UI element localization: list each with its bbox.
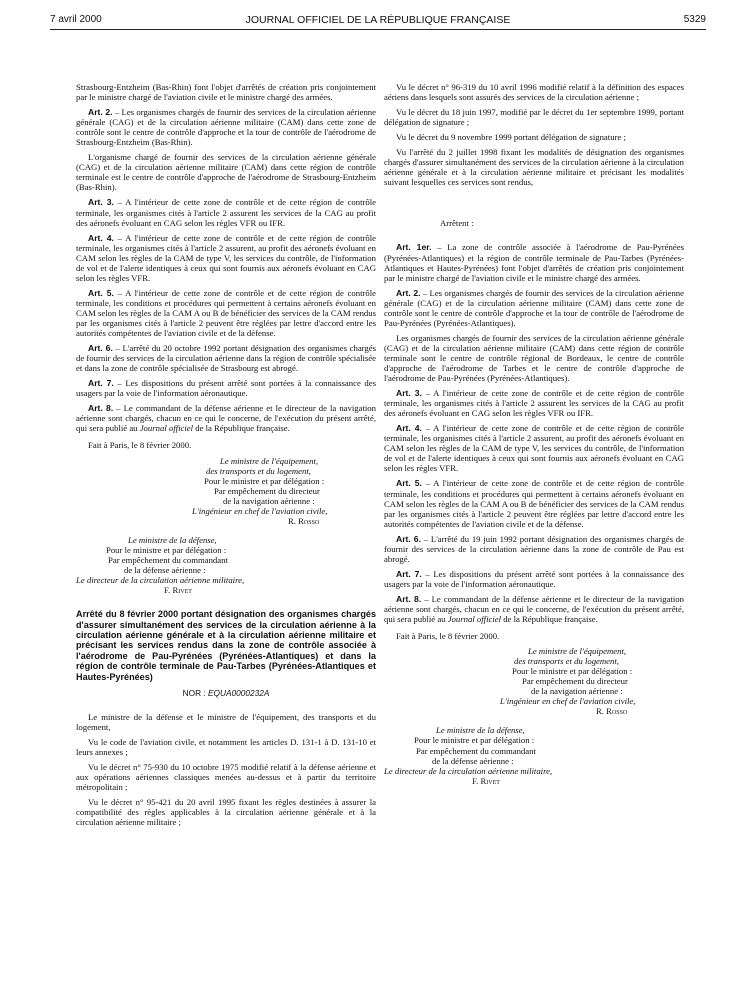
decree-title: Arrêté du 8 février 2000 portant désignation des organismes chargés d'assurer simultanément des services de la circulation aérienne à la circulation aérienne générale et à la circulation aérienne militaire et précisant les services rendus dans la zone de contrôle associée à l'aérodrome de Pau-Pyrénées (Pyrénées-Atlantiques) et dans la région de contrôle terminale de Pau-Tarbes (Pyrénées-Atlantiques et Hautes-Pyrénées) [76, 609, 376, 682]
article-2: Art. 2. – Les organismes chargés de fournir des services de la circulation aérienne générale (CAG) et de la circulation aérienne militaire (CAM) dans cette zone de contrôle sont le centre de contrôle d'approche et la tour de contrôle de l'aérodrome de Pau-Pyrénées (Pyrénées-Atlantiques). [384, 287, 684, 328]
visa-code-aviation: Vu le code de l'aviation civile, et notamment les articles D. 131-1 à D. 131-10 et leurs annexes ; [76, 737, 376, 758]
signature-block-equipment: Le ministre de l'équipement, des transports et du logement, Pour le ministre et par délégation : Par empêchement du directeur de la navigation aérienne : L'ingénieur en chef de l'aviation civile, R. Rosso [192, 455, 328, 526]
signature-block-defense: Le ministre de la défense, Pour le ministre et par délégation : Par empêchement du commandant de la défense aérienne : Le directeur de la circulation aérienne militaire, F. Rivet [384, 725, 553, 786]
article-4: Art. 4. – A l'intérieur de cette zone de contrôle et de cette région de contrôle terminale, les organismes cités à l'article 2 assurent, au profit des aéronefs évoluant en CAM selon les règles de la CAM de type V, les services du contrôle, de l'information de vol et de l'alerte identiques à ceux qui sont fournis aux aéronefs évoluant en CAG selon les règles VFR. [384, 423, 684, 474]
signing-date: Fait à Paris, le 8 février 2000. [396, 631, 500, 642]
article-1: Art. 1er. – La zone de contrôle associée à l'aérodrome de Pau-Pyrénées (Pyrénées-Atlantiques) et la région de contrôle terminale de Pau-Tarbes (Pyrénées-Atlantiques et Hautes-Pyrénées) font l'objet d'arrêtés de création pris conjointement par le ministre chargé de l'aviation civile et le ministre chargé des armées. [384, 242, 684, 283]
article-2: Art. 2. – Les organismes chargés de fournir des services de la circulation aérienne générale (CAG) et de la circulation aérienne militaire (CAM) dans cette zone de contrôle sont le centre de contrôle d'approche et la tour de contrôle de l'aérodrome de Strasbourg-Entzheim (Bas-Rhin). [76, 107, 376, 148]
article-6: Art. 6. – L'arrêté du 19 juin 1992 portant désignation des organismes chargés de fournir des services de la circulation aérienne dans la zone de contrôle de Pau est abrogé. [384, 533, 684, 564]
article-8: Art. 8. – Le commandant de la défense aérienne et le directeur de la navigation aérienne sont chargés, chacun en ce qui le concerne, de l'exécution du présent arrêté, qui sera publié au Journal officiel de la République française. [384, 593, 684, 625]
signature-block-defense: Le ministre de la défense, Pour le ministre et par délégation : Par empêchement du commandant de la défense aérienne : Le directeur de la circulation aérienne militaire, F. Rivet [76, 534, 245, 596]
right-column [384, 82, 684, 795]
article-3: Art. 3. – A l'intérieur de cette zone de contrôle et de cette région de contrôle terminale, les organismes cités à l'article 2 assurent les services de la CAG au profit des aéronefs évoluant en CAG selon les règles VFR ou IFR. [384, 388, 684, 419]
visa-arrete-1998: Vu l'arrêté du 2 juillet 1998 fixant les modalités de désignation des organismes chargés d'assurer simultanément des services de la circulation aérienne à la circulation aérienne générale et à la circulation aérienne militaire et précisant les modalités suivant lesquelles ces services sont rendus, [384, 147, 684, 188]
signature-block-equipment: Le ministre de l'équipement, des transports et du logement, Pour le ministre et par délégation : Par empêchement du directeur de la navigation aérienne : L'ingénieur en chef de l'aviation civile, R. Rosso [500, 646, 636, 717]
issue-date: 7 avril 2000 [50, 14, 102, 25]
article-6: Art. 6. – L'arrêté du 20 octobre 1992 portant désignation des organismes chargés de fournir des services de la circulation aérienne dans la région de contrôle spécialisée et dans la zone de contrôle spécialisée de Strasbourg est abrogé. [76, 343, 376, 374]
journal-title: JOURNAL OFFICIEL DE LA RÉPUBLIQUE FRANÇAISE [245, 14, 511, 26]
header-rule [50, 29, 706, 30]
article-2-paragraph-2: L'organisme chargé de fournir des services de la circulation aérienne générale (CAG) et de la circulation aérienne militaire (CAM) dans cette région de contrôle terminale est le centre de contrôle d'approche de l'aérodrome de Strasbourg-Entzheim (Bas-Rhin). [76, 152, 376, 193]
article-2-paragraph-2: Les organismes chargés de fournir des services de la circulation aérienne générale (CAG) et de la circulation aérienne militaire (CAM) dans cette région de contrôle terminale sont le centre de contrôle régional de Bordeaux, le centre de contrôle d'approche de l'aérodrome de Tarbes et le centre de contrôle d'approche de l'aérodrome de Pau-Pyrénées (Pyrénées-Atlantiques). [384, 332, 684, 384]
visa-decret-1975: Vu le décret n° 75-930 du 10 octobre 1975 modifié relatif à la défense aérienne et aux opérations aériennes classiques menées au-dessus et à partir du territoire métropolitain ; [76, 762, 376, 793]
nor-reference: NOR : EQUA0000232A [182, 687, 270, 698]
intro-paragraph: Strasbourg-Entzheim (Bas-Rhin) font l'objet d'arrêtés de création pris conjointement par le ministre chargé de l'aviation civile et le ministre chargé des armées. [76, 82, 376, 103]
article-7: Art. 7. – Les dispositions du présent arrêté sont portées à la connaissance des usagers par la voie de l'information aéronautique. [384, 568, 684, 589]
visa-decret-1995: Vu le décret n° 95-421 du 20 avril 1995 fixant les règles destinées à assurer la compatibilité des règles applicables à la circulation aérienne générale et à la circulation aérienne militaire ; [76, 797, 376, 828]
article-5: Art. 5. – A l'intérieur de cette zone de contrôle et de cette région de contrôle terminale, les conditions et procédures qui permettent à certains aéronefs évoluant en CAM selon les règles de la CAM A ou B de bénéficier des services de la CAM rendus par les organismes cités à l'article 2 peuvent être réglées par lettre d'accord entre les autorités compétentes de l'aviation civile et de la défense. [384, 478, 684, 529]
article-8: Art. 8. – Le commandant de la défense aérienne et le directeur de la navigation aérienne sont chargés, chacun en ce qui le concerne, de l'exécution du présent arrêté, qui sera publié au Journal officiel de la République française. [76, 403, 376, 434]
article-4: Art. 4. – A l'intérieur de cette zone de contrôle et de cette région de contrôle terminale, les organismes cités à l'article 2 assurent, au profit des aéronefs évoluant en CAM selon les règles de la CAM de type V, les services du contrôle, de l'information de vol et de l'alerte identiques à ceux qui sont fournis aux aéronefs évoluant en CAG selon les règles VFR. [76, 232, 376, 283]
left-column [76, 82, 376, 832]
page-header [50, 14, 706, 30]
signing-date: Fait à Paris, le 8 février 2000. [88, 440, 192, 451]
visa-decret-1997: Vu le décret du 18 juin 1997, modifié par le décret du 1er septembre 1999, portant délégation de signature ; [384, 107, 684, 128]
page-number: 5329 [683, 14, 706, 25]
arretent-heading: Arrêtent : [440, 218, 474, 229]
article-7: Art. 7. – Les dispositions du présent arrêté sont portées à la connaissance des usagers par la voie de l'information aéronautique. [76, 378, 376, 399]
article-5: Art. 5. – A l'intérieur de cette zone de contrôle et de cette région de contrôle terminale, les conditions et procédures qui permettent à certains aéronefs évoluant en CAM selon les règles de la CAM A ou B de bénéficier des services de la CAM rendus par les organismes cités à l'article 2 peuvent être réglées par lettre d'accord entre les autorités compétentes de l'aviation civile et de la défense. [76, 287, 376, 339]
visa-decret-1996: Vu le décret n° 96-319 du 10 avril 1996 modifié relatif à la définition des espaces aériens dans lesquels sont assurés des services de la circulation aérienne ; [384, 82, 684, 103]
visa-decret-1999: Vu le décret du 9 novembre 1999 portant délégation de signature ; [396, 132, 626, 143]
preamble-ministers: Le ministre de la défense et le ministre de l'équipement, des transports et du logement, [76, 712, 376, 733]
article-3: Art. 3. – A l'intérieur de cette zone de contrôle et de cette région de contrôle terminale, les organismes cités à l'article 2 assurent les services de la CAG au profit des aéronefs évoluant en CAG selon les règles VFR ou IFR. [76, 197, 376, 228]
